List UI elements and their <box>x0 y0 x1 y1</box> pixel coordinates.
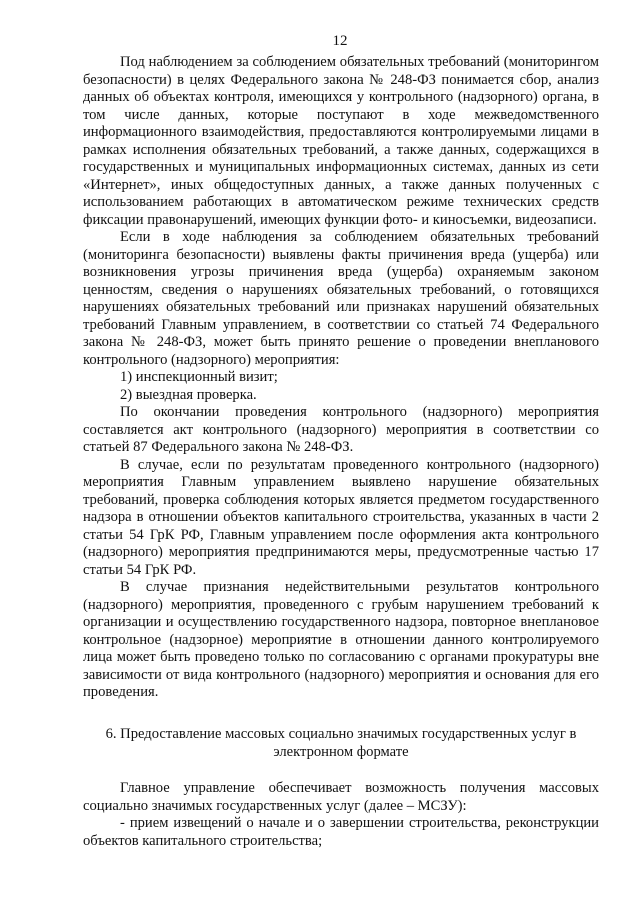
paragraph-violation-measures: В случае, если по результатам проведенного контрольного (надзорного) мероприятия Главным управлением выявлено нарушение обязательных требований, проверка соблюдения которых является предметом государственного надзора в отношении объектов капитального строительства, указанных в части 2 статьи 54 ГрК РФ, Главным управлением после оформления акта контрольного (надзорного) мероприятия предпринимаются меры, предусмотренные частью 17 статьи 54 ГрК РФ. <box>83 456 599 578</box>
paragraph-invalid-results: В случае признания недействительными результатов контрольного (надзорного) мероприятия, проведенного с грубым нарушением требований к организации и осуществлению государственного надзора, повторное внеплановое контрольное (надзорное) мероприятие в отношении данного контролируемого лица может быть проведено только по согласованию с органами прокуратуры вне зависимости от вида контрольного (надзорного) мероприятия и основания для его проведения. <box>83 579 599 700</box>
list-item-notice-acceptance: - прием извещений о начале и о завершении строительства, реконструкции объектов капитального строительства; <box>83 815 599 849</box>
section-text-block <box>83 780 599 850</box>
main-text-block <box>83 54 599 702</box>
paragraph-inspection-act: По окончании проведения контрольного (надзорного) мероприятия составляется акт контрольного (надзорного) мероприятия в соответствии со статьей 87 Федерального закона № 248-ФЗ. <box>83 404 599 455</box>
page-number: 12 <box>332 33 348 49</box>
paragraph-unscheduled-inspection: Если в ходе наблюдения за соблюдением обязательных требований (мониторинга безопасности) выявлены факты причинения вреда (ущерба) или возникновения угрозы причинения вреда (ущерба) охраняемым законом ценностям, сведения о нарушениях обязательных требований, о готовящихся нарушениях обязательных требований или признаках нарушений обязательных требований Главным управлением, в соответствии со статьей 74 Федерального закона № 248-ФЗ, может быть принято решение о проведении внепланового контрольного (надзорного) мероприятия: <box>83 229 599 368</box>
paragraph-mszu-intro: Главное управление обеспечивает возможность получения массовых социально значимых государственных услуг (далее – МСЗУ): <box>83 780 599 814</box>
section-heading: 6. Предоставление массовых социально значимых государственных услуг в электронном формате <box>105 726 577 760</box>
list-item-onsite-check: 2) выездная проверка. <box>120 386 257 403</box>
paragraph-monitoring-definition: Под наблюдением за соблюдением обязательных требований (мониторингом безопасности) в целях Федерального закона № 248-ФЗ понимается сбор, анализ данных об объектах контроля, имеющихся у контрольного (надзорного) органа, в том числе данных, которые поступают в ходе межведомственного информационного взаимодействия, предоставляются контролируемыми лицами в рамках исполнения обязательных требований, а также данных, содержащихся в государственных и муниципальных информационных системах, данных из сети «Интернет», иных общедоступных данных, а также данных полученных с использованием работающих в автоматическом режиме технических средств фиксации правонарушений, имеющих функции фото- и киносъемки, видеозаписи. <box>83 54 599 228</box>
list-item-inspection-visit: 1) инспекционный визит; <box>120 369 278 385</box>
